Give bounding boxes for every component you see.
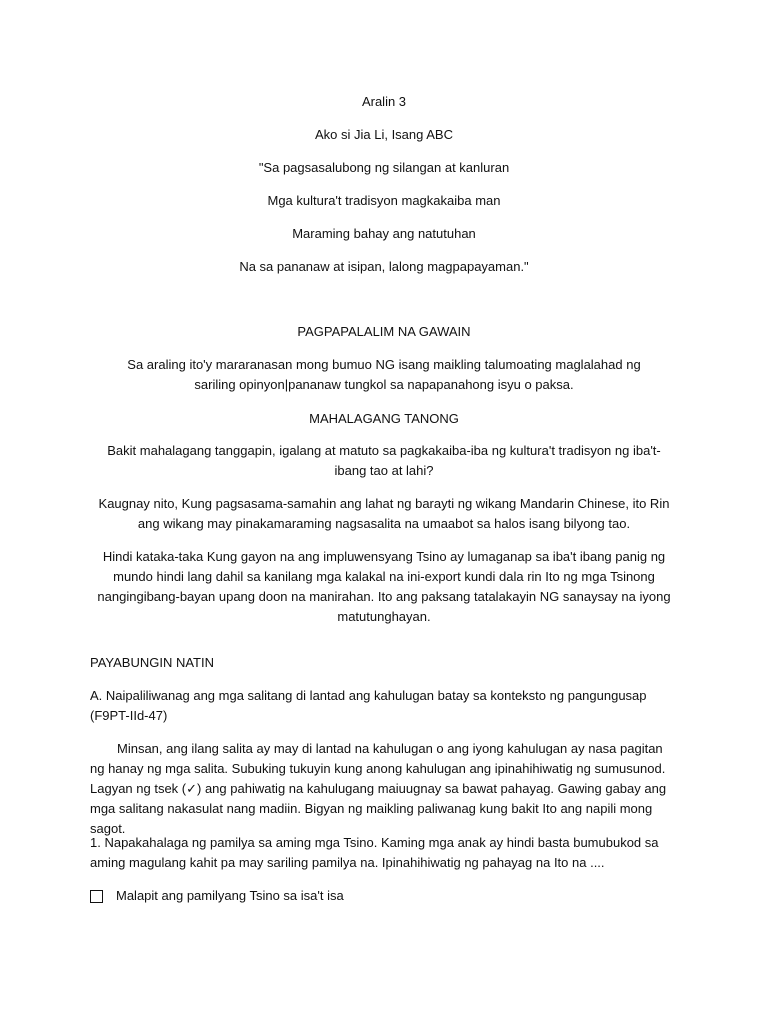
poem-line: "Sa pagsasalubong ng silangan at kanluran bbox=[258, 160, 510, 175]
lesson-title: Ako si Jia Li, Isang ABC bbox=[314, 127, 453, 142]
paragraph-mandarin: Kaugnay nito, Kung pagsasama-samahin ang lahat ng barayti ng wikang Mandarin Chinese, ito Rin ang wikang may pinakamaraming nagsasalita na umaabot sa halos isang bilyong tao. bbox=[98, 496, 670, 531]
checkbox-choice-1[interactable] bbox=[90, 890, 103, 903]
item-a: A. Naipaliliwanag ang mga salitang di lantad ang kahulugan batay sa konteksto ng pangungusap (F9PT-IId-47) bbox=[90, 688, 647, 723]
poem-line: Maraming bahay ang natutuhan bbox=[292, 226, 476, 241]
lesson-number: Aralin 3 bbox=[361, 94, 407, 109]
poem-line: Na sa pananaw at isipan, lalong magpapayaman." bbox=[239, 259, 529, 274]
pagpapalalim-text: Sa araling ito'y mararanasan mong bumuo NG isang maikling talumoating maglalahad ng sariling opinyon|pananaw tungkol sa napapanahong isyu o paksa. bbox=[127, 357, 641, 392]
section-heading-pagpapalalim: PAGPAPALALIM NA GAWAIN bbox=[297, 324, 471, 339]
paragraph-tsino: Hindi kataka-taka Kung gayon na ang impluwensyang Tsino ay lumaganap sa iba't ibang panig ng mundo hindi lang dahil sa kanilang mga kalakal na ini-export kundi dala rin Ito ng mga Tsinong nangingibang-bayan upang doon na manirahan. Ito ang paksang tatalakayin NG sanaysay na iyong matutunghayan. bbox=[97, 549, 671, 624]
poem-line: Mga kultura't tradisyon magkakaiba man bbox=[267, 193, 501, 208]
section-heading-payabungin: PAYABUNGIN NATIN bbox=[90, 655, 214, 670]
section-heading-mahalagang-tanong: MAHALAGANG TANONG bbox=[309, 411, 459, 426]
question-1: 1. Napakahalaga ng pamilya sa aming mga Tsino. Kaming mga anak ay hindi basta bumubukod sa aming magulang kahit pa may sariling pamilya na. Ipinahihiwatig ng pahayag na Ito na .... bbox=[90, 835, 659, 870]
choice-label: Malapit ang pamilyang Tsino sa isa't isa bbox=[116, 888, 344, 903]
essential-question: Bakit mahalagang tanggapin, igalang at matuto sa pagkakaiba-iba ng kultura't tradisyon ng iba't-ibang tao at lahi? bbox=[107, 443, 661, 478]
instructions-paragraph: Minsan, ang ilang salita ay may di lantad na kahulugan o ang iyong kahulugan ay nasa pagitan ng hanay ng mga salita. Subuking tukuyin kung anong kahulugan ang ipinahihiwatig ng sumusunod. Lagyan ng tsek (✓) ang pahiwatig na kahulugang maiuugnay sa bawat pahayag. Gawing gabay ang mga salitang nakasulat nang madiin. Bigyan ng maikling paliwanag kung bakit Ito ang napili mong sagot. bbox=[90, 741, 667, 836]
choice-row bbox=[90, 886, 344, 906]
